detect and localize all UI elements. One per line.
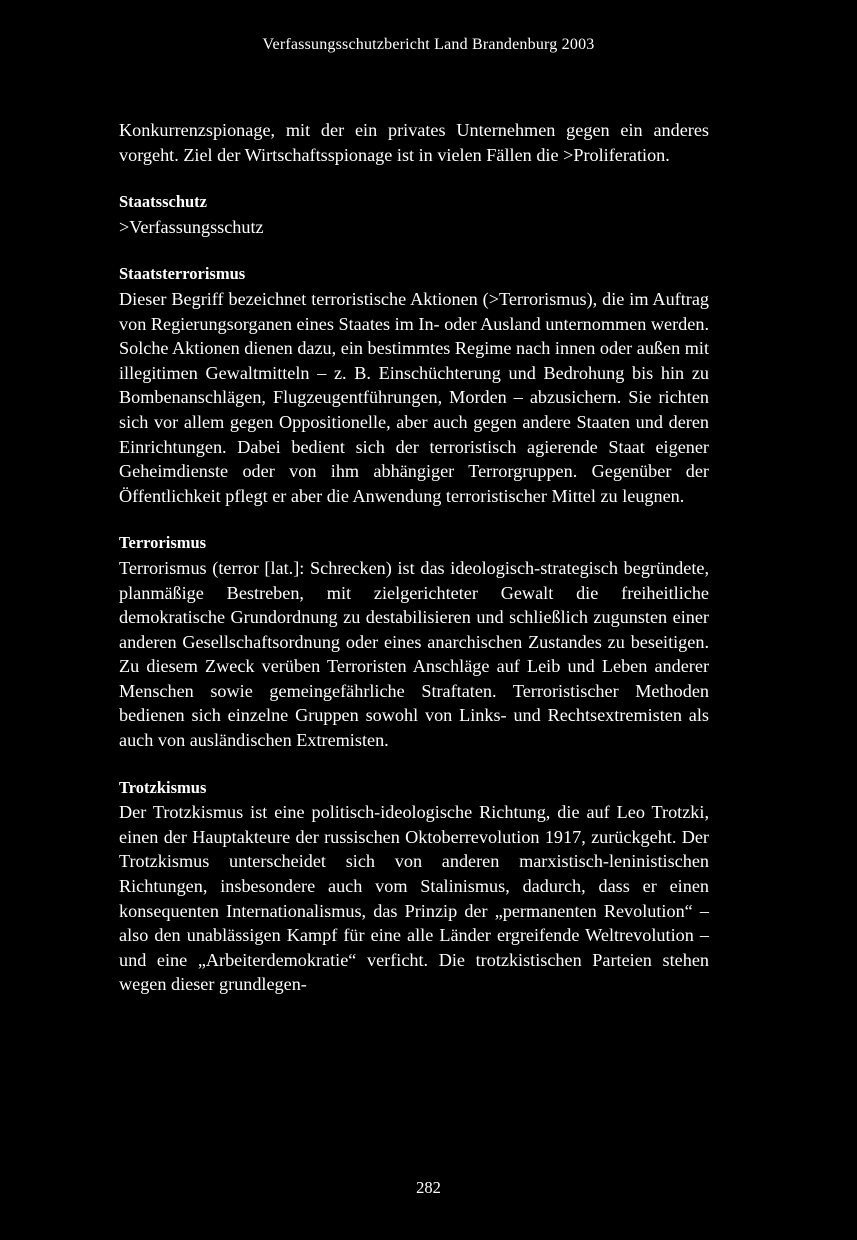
page-number: 282: [416, 1178, 441, 1197]
section-terrorismus: [119, 531, 709, 752]
intro-section: [119, 118, 709, 167]
intro-paragraph: Konkurrenzspionage, mit der ein privates Unternehmen gegen ein anderes vorgeht. Ziel der Wirtschaftsspionage ist in vielen Fällen die >Proliferation.: [119, 120, 709, 165]
section-heading: Staatsschutz: [119, 192, 208, 212]
page-content: [119, 118, 709, 1020]
section-text: Terrorismus (terror [lat.]: Schrecken) ist das ideologisch-strategisch begründete, planmäßige Bestreben, mit zielgerichteter Gewalt die freiheitliche demokratische Grundordnung zu destabilisieren und schließlich zugunsten einer anderen Gesellschaftsordnung oder eines anarchischen Zustandes zu beseitigen. Zu diesem Zweck verüben Terroristen Anschläge auf Leib und Leben anderer Menschen sowie gemeingefährliche Straftaten. Terroristischer Methoden bedienen sich einzelne Gruppen sowohl von Links- und Rechtsextremisten als auch von ausländischen Extremisten.: [119, 557, 709, 751]
section-staatsterrorismus: [119, 262, 709, 508]
running-header: Verfassungsschutzbericht Land Brandenburg 2003: [262, 36, 595, 53]
section-text: Dieser Begriff bezeichnet terroristische Aktionen (>Terrorismus), die im Auftrag von Regierungsorganen eines Staates im In- oder Ausland unternommen werden. Solche Aktionen dienen dazu, ein bestimmtes Regime nach innen oder außen mit illegitimen Gewaltmitteln – z. B. Einschüchterung und Bedrohung bis hin zu Bombenanschlägen, Flugzeugentführungen, Morden – abzusichern. Sie richten sich vor allem gegen Oppositionelle, aber auch gegen andere Staaten und deren Einrichtungen. Dabei bedient sich der terroristisch agierende Staat eigener Geheimdienste oder von ihm abhängiger Terrorgruppen. Gegenüber der Öffentlichkeit pflegt er aber die Anwendung terroristischer Mittel zu leugnen.: [119, 288, 709, 506]
section-text: >Verfassungsschutz: [119, 216, 264, 237]
section-heading: Trotzkismus: [119, 777, 207, 797]
section-heading: Terrorismus: [119, 533, 207, 553]
section-staatsschutz: [119, 190, 709, 239]
section-heading: Staatsterrorismus: [119, 264, 246, 284]
section-text: Der Trotzkismus ist eine politisch-ideologische Richtung, die auf Leo Trotzki, einen der Hauptakteure der russischen Oktoberrevolution 1917, zurückgeht. Der Trotzkismus unterscheidet sich von anderen marxistisch-leninistischen Richtungen, insbesondere auch vom Stalinismus, dadurch, dass er einen konsequenten Internationalismus, das Prinzip der „permanenten Revolution“ – also den unablässigen Kampf für eine alle Länder ergreifende Weltrevolution – und eine „Arbeiterdemokratie“ verficht. Die trotzkistischen Parteien stehen wegen dieser grundlegen-: [119, 802, 709, 995]
section-trotzkismus: [119, 776, 709, 997]
